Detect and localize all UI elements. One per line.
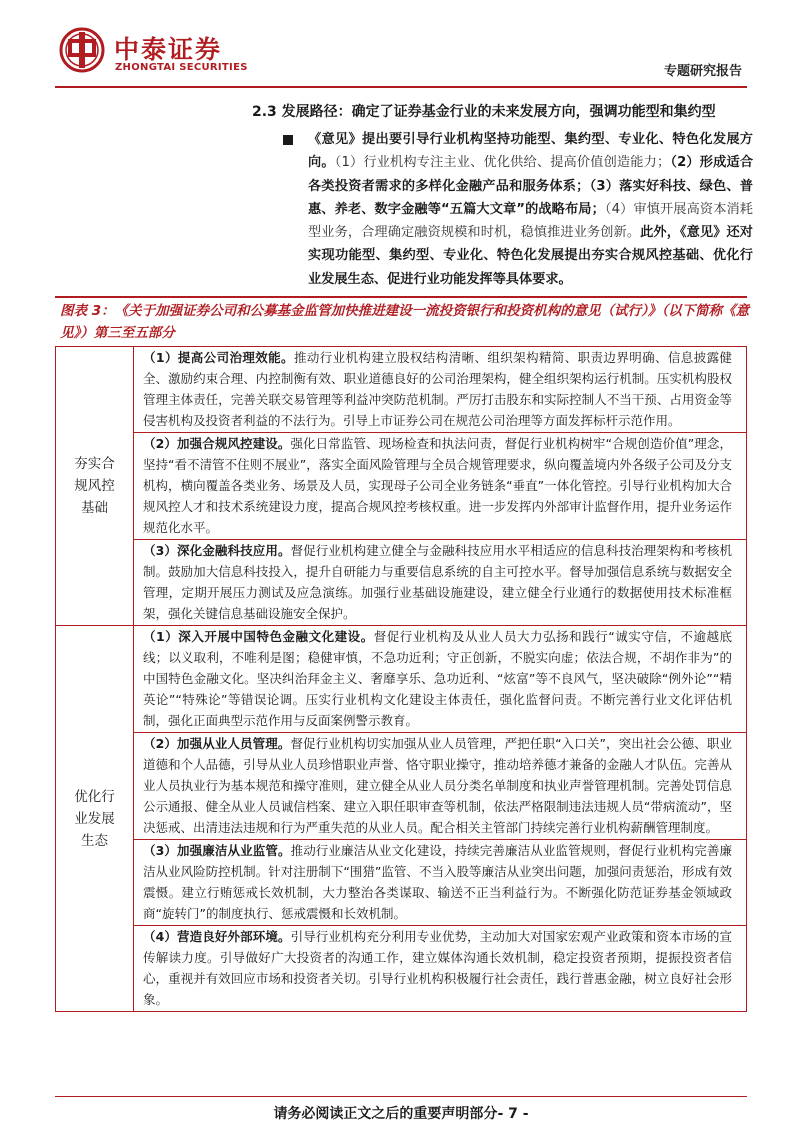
bullet-segment: 此外，《意见》还对实现功能型、集约型、专业化、特色化发展提出夯实合规风控基础、优化行业发展生态、促进行业功能发挥等具体要求。 [308,225,753,287]
policy-item-heading: （3）深化金融科技应用。 [143,543,291,558]
policy-table [55,346,747,1012]
policy-item-heading: （3）加强廉洁从业监管。 [143,843,291,858]
page-number: - 7 - [497,1106,529,1122]
company-logo [58,22,248,78]
table-row [56,626,747,1012]
zhongtai-logo-icon [58,26,106,74]
page-footer [0,1103,802,1123]
category-cell [56,347,134,626]
header-divider [55,86,747,88]
category-label: 夯实合规风控基础 [74,456,115,516]
figure-title: 图表 3：《关于加强证券公司和公募基金监管加快推进建设一流投资银行和投资机构的意见（试行）》（以下简称《意见》）第三至五部分 [60,303,750,341]
policy-item-heading: （4）营造良好外部环境。 [143,929,291,944]
policy-item-heading: （1）深入开展中国特色金融文化建设。 [143,629,374,644]
bullet-square-icon [283,135,293,145]
policy-item [134,733,746,840]
policy-item-text: 督促行业机构建立健全与金融科技应用水平相适应的信息科技治理架构和考核机制。鼓励加大信息科技投入，提升自研能力与重要信息系统的自主可控水平。督导加强信息系统与数据安全管理，定期开展压力测试及应急演练。加强行业基础设施建设，建立健全行业通行的数据使用技术标准框架，强化关键信息基础设施安全保护。 [143,543,732,621]
category-label: 优化行业发展生态 [74,788,115,849]
policy-item [134,540,746,625]
policy-item-text: 推动行业机构建立股权结构清晰、组织架构精简、职责边界明确、信息披露健全、激励约束合理、内控制衡有效、职业道德良好的公司治理架构，健全组织架构运行机制。压实机构股权管理主体责任，完善关联交易管理等利益冲突防范机制。严厉打击股东和实际控制人不当干预、占用资金等侵害机构及投资者利益的不法行为。引导上市证券公司在规范公司治理等方面发挥标杆示范作用。 [143,350,732,428]
policy-item [134,626,746,733]
bullet-segment: （2）形成适合各类投资者需求的多样化金融产品和服务体系；（3）落实好科技、绿色、普惠、养老、数字金融等“五篇大文章”的战略布局； [308,155,754,217]
report-type-label: 专题研究报告 [663,64,742,79]
bullet-segment: （1）行业机构专注主业、优化供给、提高价值创造能力； [334,155,671,171]
policy-item-heading: （1）提高公司治理效能。 [143,350,294,365]
policy-item [134,347,746,433]
footer-divider [55,1096,747,1097]
content-cell [134,626,747,1012]
figure-top-rule [55,296,747,298]
bullet-segment: 《意见》提出要引导行业机构坚持功能型、集约型、专业化、特色化发展方向。 [308,132,753,171]
policy-item-text: 督促行业机构及从业人员大力弘扬和践行“诚实守信，不逾越底线；以义取利，不唯利是图；稳健审慎，不急功近利；守正创新，不脱实向虚；依法合规，不胡作非为”的中国特色金融文化。坚决纠治拜金主义、奢靡享乐、急功近利、“炫富”等不良风气，坚决破除“例外论”“精英论”“特殊论”等错误论调。压实行业机构文化建设主体责任，强化监督问责。不断完善行业文化评估机制，强化正面典型示范作用与反面案例警示教育。 [143,629,732,728]
policy-item-text: 强化日常监管、现场检查和执法问责，督促行业机构树牢“合规创造价值”理念，坚持“看不清管不住则不展业”，落实全面风险管理与全员合规管理要求，纵向覆盖境内外各级子公司及分支机构，横向覆盖各类业务、场景及人员，实现母子公司全业务链条“垂直”一体化管控。引导行业机构加大合规风控人才和技术系统建设力度，提高合规风控考核权重。进一步发挥内外部审计监督作用，提升业务运作规范化水平。 [143,436,732,535]
footer-disclaimer: 请务必阅读正文之后的重要声明部分 [273,1106,498,1122]
policy-item [134,433,746,540]
policy-item-heading: （2）加强从业人员管理。 [143,736,291,751]
policy-item [134,926,746,1011]
policy-item-text: 推动行业廉洁从业文化建设，持续完善廉洁从业监管规则，督促行业机构完善廉洁从业风险防控机制。针对注册制下“围猎”监管、不当入股等廉洁从业突出问题，加强问责惩治，形成有效震慑。建立行贿惩戒长效机制，大力整治各类谋取、输送不正当利益行为。不断强化防范证券基金领域政商“旋转门”的制度执行、惩戒震慑和长效机制。 [143,843,732,921]
bullet-paragraph [308,128,753,291]
policy-item-text: 引导行业机构充分利用专业优势，主动加大对国家宏观产业政策和资本市场的宣传解读力度。引导做好广大投资者的沟通工作，建立媒体沟通长效机制，稳定投资者预期，提振投资者信心，重视并有效回应市场和投资者关切。引导行业机构积极履行社会责任，践行普惠金融，树立良好社会形象。 [143,929,732,1007]
policy-item [134,840,746,926]
bullet-segment: （4）审慎开展高资本消耗型业务，合理确定融资规模和时机，稳慎推进业务创新。 [308,201,753,241]
logo-chinese-name: 中泰证券 [114,35,223,64]
content-cell [134,347,747,626]
section-heading: 2.3 发展路径：确定了证券基金行业的未来发展方向，强调功能型和集约型 [252,104,716,120]
policy-item-heading: （2）加强合规风控建设。 [143,436,291,451]
table-row [56,347,747,626]
policy-item-text: 督促行业机构切实加强从业人员管理，严把任职“入口关”，突出社会公德、职业道德和个人品德，引导从业人员珍惜职业声誉、恪守职业操守，推动培养德才兼备的金融人才队伍。完善从业人员执业行为基本规范和操守准则，建立健全从业人员分类名单制度和执业声誉管理机制。完善处罚信息公示通报、健全从业人员诚信档案、建立入职任职审查等机制，依法严格限制违法违规人员“带病流动”，坚决惩戒、出清违法违规和行为严重失范的从业人员。配合相关主管部门持续完善行业机构薪酬管理制度。 [143,736,732,835]
category-cell [56,626,134,1012]
logo-english-name: ZHONGTAI SECURITIES [115,62,248,73]
